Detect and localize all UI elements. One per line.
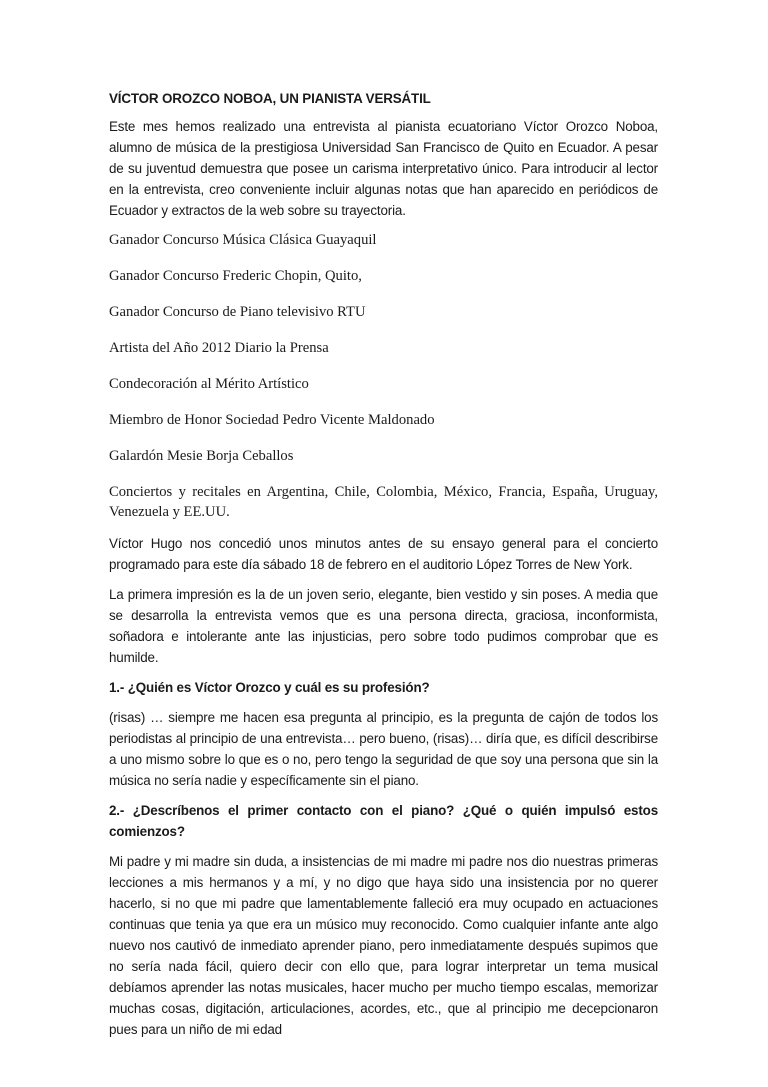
answer-paragraph: (risas) … siempre me hacen esa pregunta al principio, es la pregunta de cajón de todos los periodistas al principio de una entrevista… pero bueno, (risas)… diría que, es difícil describirse a uno mismo sobre lo que es o no, pero tengo la seguridad de que soy una persona que sin la música no sería nadie y específicamente sin el piano. [109,710,658,788]
award-item: Ganador Concurso Música Clásica Guayaquil [109,232,377,248]
intro-paragraph: Este mes hemos realizado una entrevista al pianista ecuatoriano Víctor Orozco Noboa, alumno de música de la prestigiosa Universidad San Francisco de Quito en Ecuador. A pesar de su juventud demuestra que posee un carisma interpretativo único. Para introducir al lector en la entrevista, creo conveniente incluir algunas notas que han aparecido en periódicos de Ecuador y extractos de la web sobre su trayectoria. [109,119,658,218]
award-item: Galardón Mesie Borja Ceballos [109,448,294,464]
awards-list [109,230,658,522]
award-item: Condecoración al Mérito Artístico [109,376,309,392]
award-item: Conciertos y recitales en Argentina, Chile, Colombia, México, Francia, España, Uruguay, Venezuela y EE.UU. [109,484,658,520]
concert-paragraph: Víctor Hugo nos concedió unos minutos antes de su ensayo general para el concierto programado para este día sábado 18 de febrero en el auditorio López Torres de New York. [109,536,658,572]
award-item: Ganador Concurso de Piano televisivo RTU [109,304,366,320]
impression-paragraph: La primera impresión es la de un joven serio, elegante, bien vestido y sin poses. A media que se desarrolla la entrevista vemos que es una persona directa, graciosa, inconformista, soñadora e intolerante ante las injusticias, pero sobre todo pudimos comprobar que es humilde. [109,587,658,665]
question-heading: 1.- ¿Quién es Víctor Orozco y cuál es su profesión? [109,680,430,695]
award-item: Artista del Año 2012 Diario la Prensa [109,340,329,356]
answer-paragraph: Mi padre y mi madre sin duda, a insistencias de mi madre mi padre nos dio nuestras primeras lecciones a mis hermanos y a mí, y no digo que haya sido una insistencia por no querer hacerlo, si no que mi padre que lamentablemente falleció era muy ocupado en actuaciones continuas que tenia ya que era un músico muy reconocido. Como cualquier infante ante algo nuevo nos cautivó de inmediato aprender piano, pero inmediatamente después supimos que no sería nada fácil, quiero decir con ello que, para lograr interpretar un tema musical debíamos aprender las notas musicales, hacer mucho per mucho tiempo escalas, memorizar muchas cosas, digitación, articulaciones, acordes, etc., que al principio me decepcionaron pues para un niño de mi edad [109,854,658,1037]
article-title: VÍCTOR OROZCO NOBOA, UN PIANISTA VERSÁTIL [109,91,431,106]
document-page [109,88,658,1049]
question-heading: 2.- ¿Descríbenos el primer contacto con el piano? ¿Qué o quién impulsó estos comienzos? [109,803,658,839]
award-item: Miembro de Honor Sociedad Pedro Vicente Maldonado [109,412,435,428]
award-item: Ganador Concurso Frederic Chopin, Quito, [109,268,362,284]
